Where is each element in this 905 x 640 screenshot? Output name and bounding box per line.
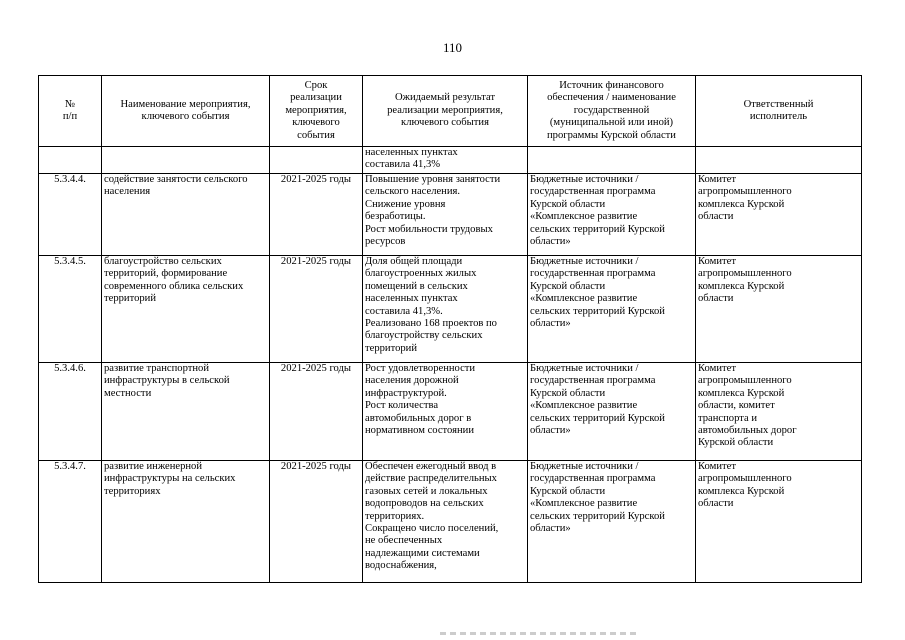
executor: Комитет агропромышленного комплекса Курской области bbox=[696, 174, 862, 256]
header-num: № п/п bbox=[39, 76, 102, 147]
period: 2021-2025 годы bbox=[270, 461, 363, 583]
row-number: 5.3.4.7. bbox=[39, 461, 102, 583]
period: 2021-2025 годы bbox=[270, 363, 363, 461]
row-number: 5.3.4.5. bbox=[39, 256, 102, 363]
table-row bbox=[39, 174, 862, 256]
header-name: Наименование мероприятия, ключевого события bbox=[102, 76, 270, 147]
header-executor: Ответственный исполнитель bbox=[696, 76, 862, 147]
header-result: Ожидаемый результат реализации мероприятия, ключевого события bbox=[363, 76, 528, 147]
expected-result: Повышение уровня занятости сельского населения. Снижение уровня безработицы. Рост мобильности трудовых ресурсов bbox=[363, 174, 528, 256]
continuation-row bbox=[39, 147, 862, 174]
executor: Комитет агропромышленного комплекса Курской области bbox=[696, 461, 862, 583]
cell-num bbox=[39, 147, 102, 174]
measure-name: благоустройство сельских территорий, формирование современного облика сельских территорий bbox=[102, 256, 270, 363]
table-row bbox=[39, 256, 862, 363]
measures-table bbox=[38, 75, 862, 583]
period: 2021-2025 годы bbox=[270, 174, 363, 256]
cell-period bbox=[270, 147, 363, 174]
scan-artifact bbox=[440, 632, 640, 635]
measure-name: развитие транспортной инфраструктуры в сельской местности bbox=[102, 363, 270, 461]
header-period: Срок реализации мероприятия, ключевого события bbox=[270, 76, 363, 147]
executor: Комитет агропромышленного комплекса Курской области, комитет транспорта и автомобильных дорог Курской области bbox=[696, 363, 862, 461]
cell-source bbox=[528, 147, 696, 174]
funding-source: Бюджетные источники / государственная программа Курской области «Комплексное развитие сельских территорий Курской области» bbox=[528, 363, 696, 461]
expected-result: Обеспечен ежегодный ввод в действие распределительных газовых сетей и локальных водопроводов на сельских территориях. Сокращено число поселений, не обеспеченных надлежащими системами водоснабжения, bbox=[363, 461, 528, 583]
table-row bbox=[39, 363, 862, 461]
funding-source: Бюджетные источники / государственная программа Курской области «Комплексное развитие сельских территорий Курской области» bbox=[528, 256, 696, 363]
row-number: 5.3.4.4. bbox=[39, 174, 102, 256]
table-row bbox=[39, 461, 862, 583]
measure-name: содействие занятости сельского населения bbox=[102, 174, 270, 256]
funding-source: Бюджетные источники / государственная программа Курской области «Комплексное развитие сельских территорий Курской области» bbox=[528, 461, 696, 583]
funding-source: Бюджетные источники / государственная программа Курской области «Комплексное развитие сельских территорий Курской области» bbox=[528, 174, 696, 256]
cell-executor bbox=[696, 147, 862, 174]
table-header-row bbox=[39, 76, 862, 147]
period: 2021-2025 годы bbox=[270, 256, 363, 363]
expected-result: Доля общей площади благоустроенных жилых помещений в сельских населенных пунктах составила 41,3%. Реализовано 168 проектов по благоустройству сельских территорий bbox=[363, 256, 528, 363]
row-number: 5.3.4.6. bbox=[39, 363, 102, 461]
page-number: 110 bbox=[442, 40, 463, 55]
cell-result: населенных пунктах составила 41,3% bbox=[363, 147, 528, 174]
header-source: Источник финансового обеспечения / наименование государственной (муниципальной или иной) программы Курской области bbox=[528, 76, 696, 147]
expected-result: Рост удовлетворенности населения дорожной инфраструктурой. Рост количества автомобильных дорог в нормативном состоянии bbox=[363, 363, 528, 461]
cell-name bbox=[102, 147, 270, 174]
executor: Комитет агропромышленного комплекса Курской области bbox=[696, 256, 862, 363]
measure-name: развитие инженерной инфраструктуры на сельских территориях bbox=[102, 461, 270, 583]
